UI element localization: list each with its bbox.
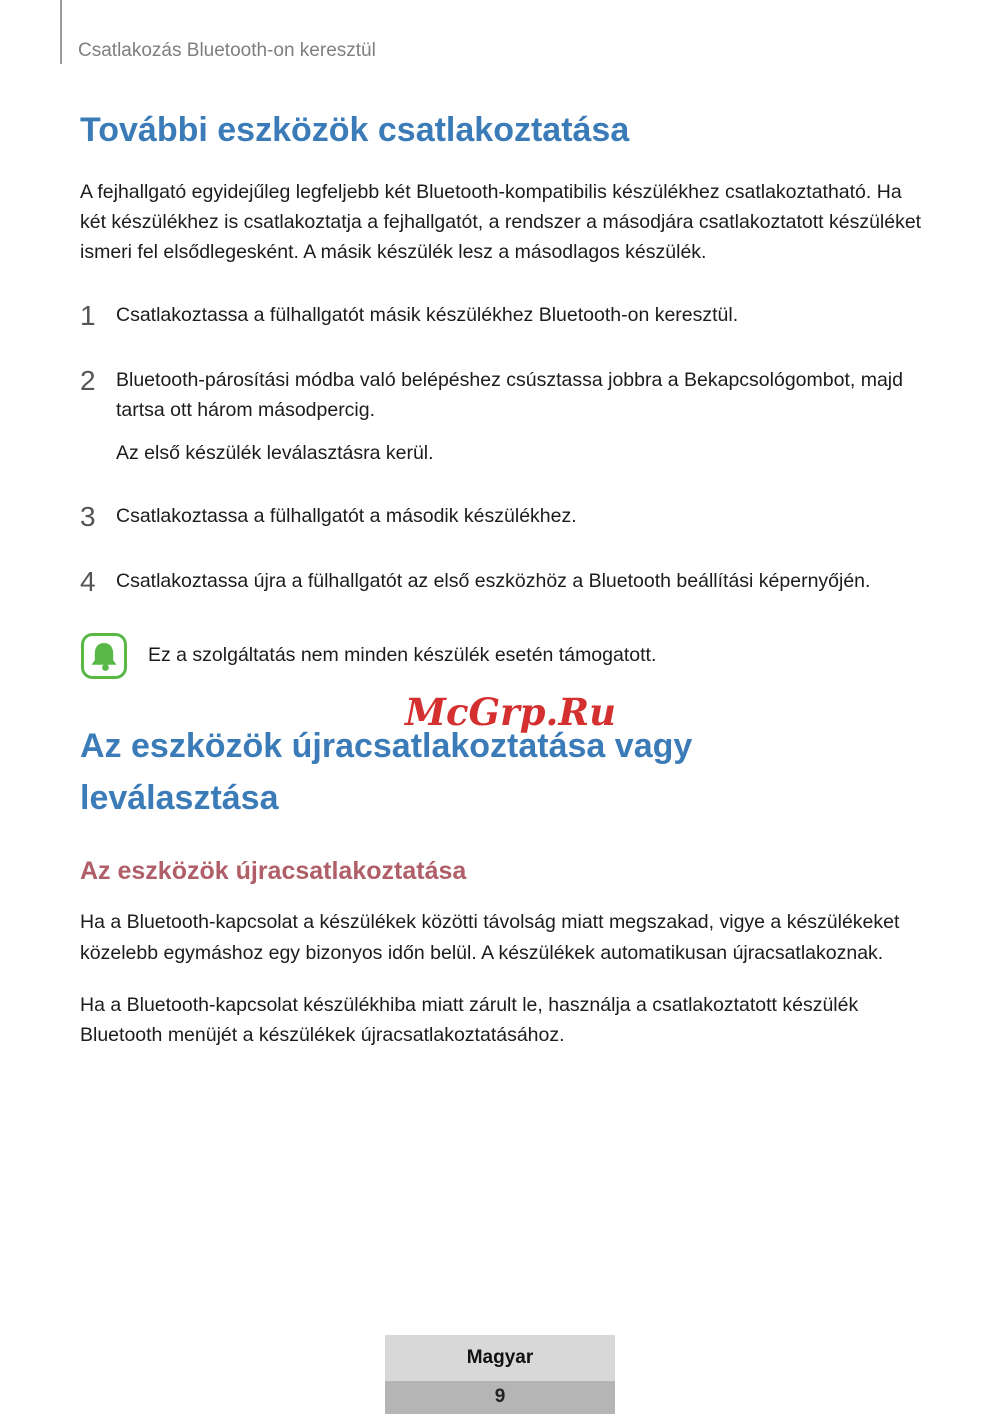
- subsection-title-reconnect: Az eszközök újracsatlakoztatása: [80, 856, 467, 885]
- step-number: 3: [80, 501, 96, 532]
- running-header: Csatlakozás Bluetooth-on keresztül: [78, 40, 376, 61]
- step-2: [80, 366, 922, 468]
- footer-language-label: Magyar: [385, 1335, 615, 1381]
- section-title-connect-more-devices: További eszközök csatlakoztatása: [80, 111, 630, 149]
- step-4: [80, 567, 922, 598]
- step-number: 4: [80, 565, 96, 597]
- section-title-reconnect-disconnect: [80, 720, 922, 825]
- section-title-line1: Az eszközök újracsatlakoztatása vagy: [80, 726, 693, 765]
- step-extra-text: Az első készülék leválasztásra kerül.: [116, 441, 434, 464]
- step-text: Bluetooth-párosítási módba való belépéshez csúsztassa jobbra a Bekapcsológombot, majd tartsa ott három másodpercig.: [116, 369, 903, 421]
- reconnect-paragraph-1: Ha a Bluetooth-kapcsolat a készülékek közötti távolság miatt megszakad, vigye a készülékeket közelebb egymáshoz egy bizonyos időn belül. A készülékek automatikusan újracsatlakoznak.: [80, 911, 900, 964]
- step-number: 2: [80, 365, 96, 397]
- step-text: Csatlakoztassa újra a fülhallgatót az első eszközhöz a Bluetooth beállítási képernyőjén.: [116, 569, 871, 592]
- step-1: [80, 301, 922, 332]
- section-intro-paragraph: A fejhallgató egyidejűleg legfeljebb két Bluetooth-kompatibilis készülékhez csatlakoztatható. Ha két készülékhez is csatlakoztatja a fejhallgatót, a rendszer a másodjára csatlakoztatott készüléket ismeri fel elsődlegesként. A másik készülék lesz a másodlagos készülék.: [80, 180, 922, 264]
- numbered-steps: [80, 301, 922, 597]
- footer-page-number: 9: [385, 1381, 615, 1414]
- reconnect-paragraph-2: Ha a Bluetooth-kapcsolat készülékhiba miatt zárult le, használja a csatlakoztatott készülék Bluetooth menüjét a készülékek újracsatlakoztatásához.: [80, 993, 859, 1047]
- note-text: Ez a szolgáltatás nem minden készülék esetén támogatott.: [148, 644, 657, 667]
- page-footer: [385, 1335, 615, 1414]
- page-content: [80, 110, 922, 1072]
- site-watermark: McGrp.Ru: [405, 690, 616, 734]
- step-number: 1: [80, 300, 96, 332]
- step-text: Csatlakoztassa a fülhallgatót a második készülékhez.: [116, 505, 577, 527]
- notification-bell-icon: [80, 632, 128, 680]
- step-3: [80, 502, 922, 533]
- header-rule: [60, 0, 62, 64]
- step-text: Csatlakoztassa a fülhallgatót másik készülékhez Bluetooth-on keresztül.: [116, 304, 739, 327]
- section-title-line2: leválasztása: [80, 779, 279, 818]
- note: [80, 632, 922, 680]
